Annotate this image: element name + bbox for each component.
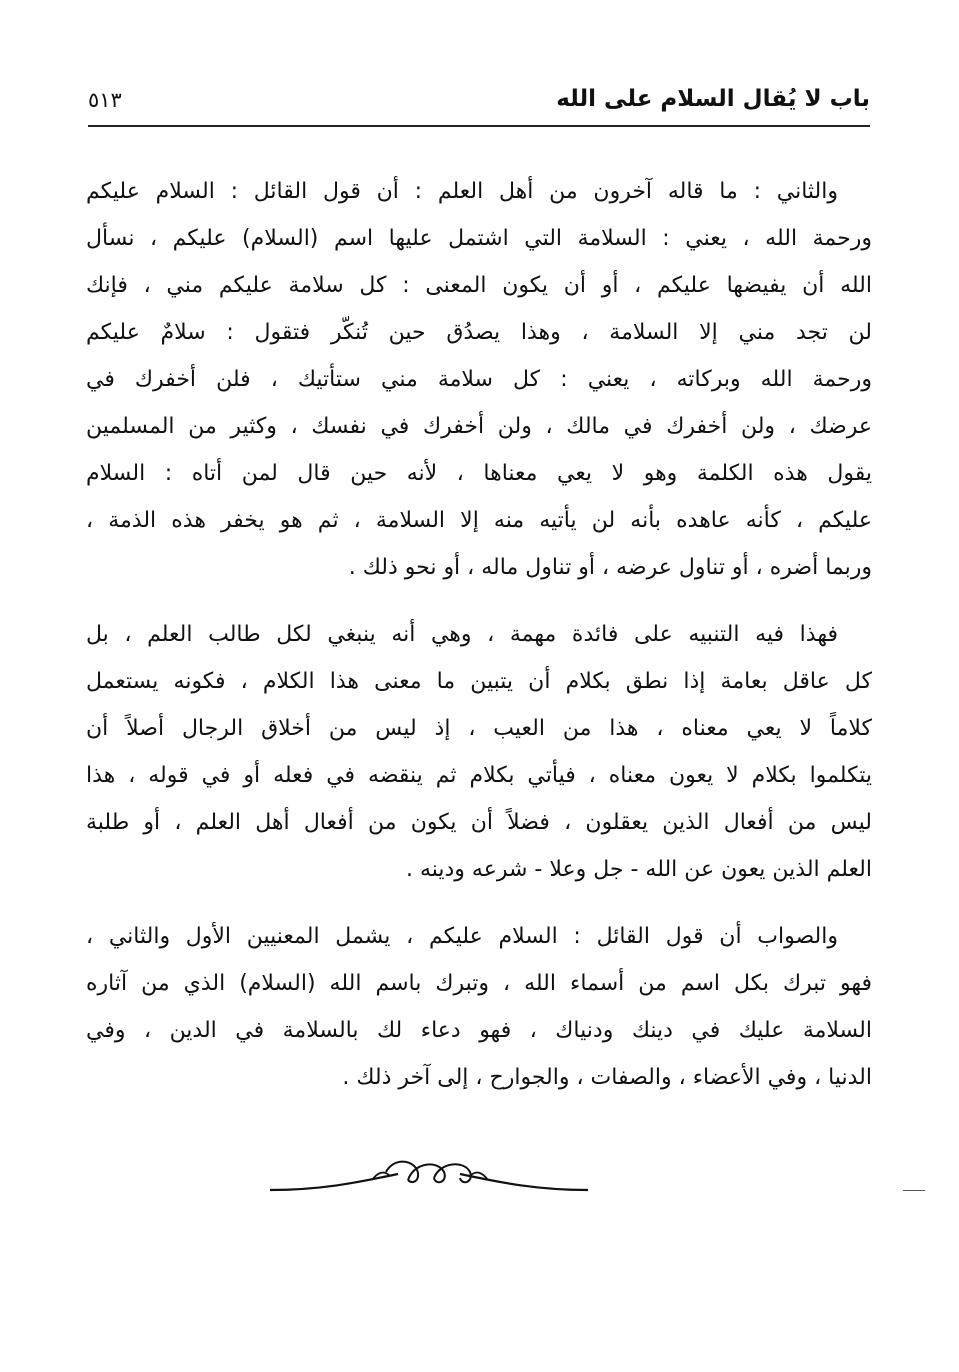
page-number: ٥١٣ bbox=[88, 88, 122, 112]
paragraph-1 bbox=[86, 168, 872, 591]
chapter-title: باب لا يُقال السلام على الله bbox=[556, 86, 870, 112]
text-line: ورحمة الله ، يعني : السلامة التي اشتمل عليها اسم (السلام) عليكم ، نسأل bbox=[86, 226, 872, 251]
text-line: والصواب أن قول القائل : السلام عليكم ، يشمل المعنيين الأول والثاني ، bbox=[86, 924, 838, 949]
header-rule bbox=[88, 125, 870, 127]
text-line: ورحمة الله وبركاته ، يعني : كل سلامة مني ستأتيك ، فلن أخفرك في bbox=[86, 367, 872, 392]
paragraph-3 bbox=[86, 913, 872, 1101]
paragraph-gap bbox=[86, 893, 872, 913]
text-line: الله أن يفيضها عليكم ، أو أن يكون المعنى : كل سلامة عليكم مني ، فإنك bbox=[86, 273, 872, 298]
text-line: وربما أضره ، أو تناول عرضه ، أو تناول ماله ، أو نحو ذلك . bbox=[348, 555, 872, 580]
text-line: فهذا فيه التنبيه على فائدة مهمة ، وهي أنه ينبغي لكل طالب العلم ، بل bbox=[86, 622, 838, 647]
paragraph-2 bbox=[86, 611, 872, 893]
text-line: يتكلموا بكلام لا يعون معناه ، فيأتي بكلام ثم ينقضه في فعله أو في قوله ، هذا bbox=[86, 763, 872, 788]
text-line: ليس من أفعال الذين يعقلون ، فضلاً أن يكون من أفعال أهل العلم ، أو طلبة bbox=[86, 810, 872, 835]
text-line: لن تجد مني إلا السلامة ، وهذا يصدُق حين تُنكّر فتقول : سلامٌ عليكم bbox=[86, 320, 872, 345]
body-text bbox=[86, 168, 872, 1101]
page-header bbox=[88, 80, 870, 126]
text-line: والثاني : ما قاله آخرون من أهل العلم : أن قول القائل : السلام عليكم bbox=[86, 179, 838, 204]
margin-mark bbox=[903, 1190, 925, 1191]
text-line: السلامة عليك في دينك ودنياك ، فهو دعاء لك بالسلامة في الدين ، وفي bbox=[86, 1018, 872, 1043]
text-line: كلاماً لا يعي معناه ، هذا من العيب ، إذ ليس من أخلاق الرجال أصلاً أن bbox=[86, 716, 872, 741]
text-line: فهو تبرك بكل اسم من أسماء الله ، وتبرك باسم الله (السلام) الذي من آثاره bbox=[86, 971, 872, 996]
text-line: كل عاقل بعامة إذا نطق بكلام أن يتبين ما معنى هذا الكلام ، فكونه يستعمل bbox=[86, 669, 872, 694]
text-line: يقول هذه الكلمة وهو لا يعي معناها ، لأنه حين قال لمن أتاه : السلام bbox=[86, 461, 872, 486]
ornament-divider-icon bbox=[268, 1150, 590, 1200]
text-line: العلم الذين يعون عن الله - جل وعلا - شرعه ودينه . bbox=[405, 857, 872, 882]
text-line: عرضك ، ولن أخفرك في مالك ، ولن أخفرك في نفسك ، وكثير من المسلمين bbox=[86, 414, 872, 439]
text-line: الدنيا ، وفي الأعضاء ، والصفات ، والجوارح ، إلى آخر ذلك . bbox=[342, 1065, 872, 1090]
text-line: عليكم ، كأنه عاهده بأنه لن يأتيه منه إلا السلامة ، ثم هو يخفر هذه الذمة ، bbox=[86, 508, 872, 533]
paragraph-gap bbox=[86, 591, 872, 611]
